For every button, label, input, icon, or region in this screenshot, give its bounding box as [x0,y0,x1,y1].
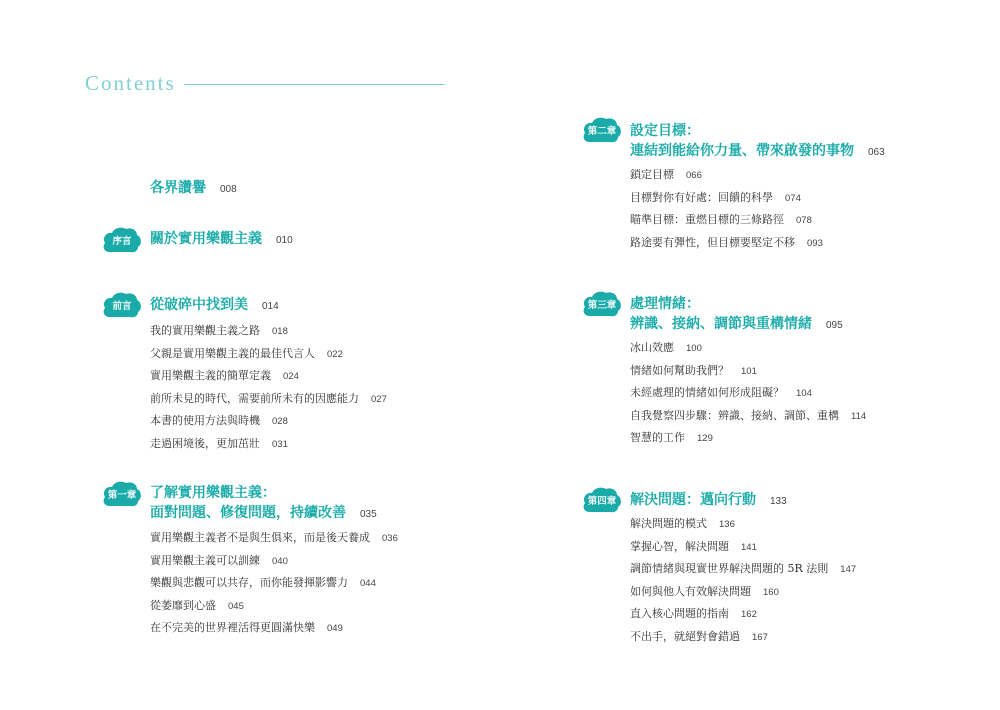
item-page: 031 [272,438,288,450]
item-label: 路途要有彈性，但目標要堅定不移 [630,235,795,249]
foreword-list [150,320,387,455]
chapter4-list [630,513,856,648]
list-item[interactable] [150,617,398,640]
section-preface [150,229,293,251]
chapter4-title: 解決問題：邁向行動 [630,492,756,508]
chapter2-page: 063 [868,147,885,158]
list-item[interactable] [150,365,387,388]
list-item[interactable] [150,343,387,366]
section-chapter3 [630,294,866,450]
item-label: 如何與他人有效解決問題 [630,584,751,598]
chapter1-title-line1: 了解實用樂觀主義： [150,485,276,501]
foreword-badge-label: 前言 [112,301,132,312]
item-label: 調節情緒與現實世界解決問題的 5R 法則 [630,562,829,575]
item-page: 160 [763,586,779,598]
item-page: 114 [851,410,867,422]
list-item[interactable] [630,164,885,187]
item-page: 018 [272,326,288,337]
item-label: 鎖定目標 [630,168,674,181]
item-page: 022 [327,348,343,360]
chapter3-badge-label: 第三章 [587,300,617,311]
chapter2-badge [582,116,622,144]
list-item[interactable] [150,527,398,550]
list-item[interactable] [630,405,866,428]
section-foreword [150,295,387,455]
list-item[interactable] [630,558,856,581]
item-label: 瞄準目標：重燃目標的三條路徑 [630,213,784,226]
item-page: 162 [741,609,757,620]
item-page: 036 [382,533,398,544]
list-item[interactable] [630,536,856,559]
chapter3-badge [582,290,622,318]
chapter1-badge [102,480,142,508]
item-label: 我的實用樂觀主義之路 [150,324,260,337]
item-label: 直入核心問題的指南 [630,607,729,620]
section-praise [150,178,237,200]
item-page: 141 [741,541,757,553]
section-chapter4 [630,490,856,648]
foreword-heading[interactable] [150,295,387,317]
foreword-badge [102,291,142,319]
list-item[interactable] [630,603,856,626]
item-page: 027 [371,393,387,405]
item-label: 從萎靡到心盛 [150,598,216,612]
list-item[interactable] [150,572,398,595]
title-rule [184,84,445,85]
chapter1-list [150,527,398,640]
item-page: 100 [686,343,702,354]
list-item[interactable] [630,427,866,450]
list-item[interactable] [150,550,398,573]
list-item[interactable] [630,513,856,536]
preface-badge-label: 序言 [112,236,132,247]
item-page: 101 [741,365,757,377]
section-chapter2 [630,121,885,254]
foreword-title: 從破碎中找到美 [150,297,248,313]
preface-title: 關於實用樂觀主義 [150,231,262,247]
chapter1-heading-line1[interactable] [150,483,398,503]
chapter1-heading-line2[interactable] [150,503,398,525]
chapter1-badge-label: 第一章 [107,490,137,501]
praise-heading[interactable] [150,178,237,200]
list-item[interactable] [630,209,885,232]
list-item[interactable] [150,410,387,433]
item-label: 冰山效應 [630,341,674,354]
list-item[interactable] [630,337,866,360]
item-label: 智慧的工作 [630,431,685,444]
item-page: 078 [796,215,812,226]
preface-badge [102,226,142,254]
chapter3-page: 095 [826,320,843,331]
item-page: 040 [272,555,288,567]
item-label: 走過困境後，更加茁壯 [150,436,260,450]
chapter3-heading-line2[interactable] [630,314,866,336]
chapter2-badge-label: 第二章 [587,126,617,137]
chapter3-title-line1: 處理情緒： [630,296,700,312]
item-page: 136 [719,519,735,530]
item-label: 情緒如何幫助我們？ [630,363,729,377]
list-item[interactable] [630,187,885,210]
chapter4-page: 133 [770,496,787,507]
item-label: 掌握心智，解決問題 [630,539,729,553]
item-page: 066 [686,170,702,181]
list-item[interactable] [630,360,866,383]
chapter4-badge [582,486,622,514]
item-label: 父親是實用樂觀主義的最佳代言人 [150,346,315,360]
chapter3-heading-line1[interactable] [630,294,866,314]
list-item[interactable] [150,320,387,343]
list-item[interactable] [150,388,387,411]
chapter4-heading[interactable] [630,490,856,512]
item-page: 049 [327,623,343,634]
item-page: 024 [283,371,299,382]
chapter2-list [630,164,885,254]
list-item[interactable] [630,382,866,405]
item-page: 074 [785,192,801,204]
item-page: 167 [752,631,768,643]
item-label: 前所未見的時代，需要前所未有的因應能力 [150,391,359,405]
list-item[interactable] [150,595,398,618]
item-label: 實用樂觀主義可以訓練 [150,553,260,567]
list-item[interactable] [630,626,856,649]
item-label: 目標對你有好處：回饋的科學 [630,190,773,204]
preface-heading[interactable] [150,229,293,251]
item-page: 129 [697,433,713,444]
item-page: 093 [807,237,823,249]
chapter1-title-line2: 面對問題、修復問題，持續改善 [150,505,346,521]
list-item[interactable] [150,433,387,456]
item-label: 自我覺察四步驟：辨識、接納、調節、重構 [630,408,839,422]
item-label: 實用樂觀主義的簡單定義 [150,369,271,382]
chapter2-title-line1: 設定目標： [630,123,700,139]
chapter3-list [630,337,866,450]
item-page: 045 [228,600,244,612]
item-label: 在不完美的世界裡活得更圓滿快樂 [150,621,315,634]
praise-page: 008 [220,184,237,195]
contents-title: Contents [85,70,176,95]
item-label: 不出手，就絕對會錯過 [630,629,740,643]
item-label: 實用樂觀主義者不是與生俱來，而是後天養成 [150,531,370,544]
chapter3-title-line2: 辨識、接納、調節與重構情緒 [630,316,812,332]
list-item[interactable] [630,581,856,604]
item-page: 147 [840,564,857,575]
item-label: 解決問題的模式 [630,517,707,530]
foreword-page: 014 [262,301,279,312]
item-page: 044 [360,578,376,589]
item-page: 028 [272,416,288,427]
item-label: 本書的使用方法與時機 [150,414,260,427]
item-label: 未經處理的情緒如何形成阻礙？ [630,386,784,399]
contents-header [85,70,445,96]
chapter2-heading-line2[interactable] [630,141,885,163]
list-item[interactable] [630,232,885,255]
item-label: 樂觀與悲觀可以共存，而你能發揮影響力 [150,576,348,589]
item-page: 104 [796,388,812,399]
chapter4-badge-label: 第四章 [587,496,617,507]
chapter1-page: 035 [360,509,377,520]
chapter2-heading-line1[interactable] [630,121,885,141]
chapter2-title-line2: 連結到能給你力量、帶來啟發的事物 [630,143,854,159]
praise-title: 各界讚譽 [150,180,206,196]
preface-page: 010 [276,235,293,246]
section-chapter1 [150,483,398,640]
